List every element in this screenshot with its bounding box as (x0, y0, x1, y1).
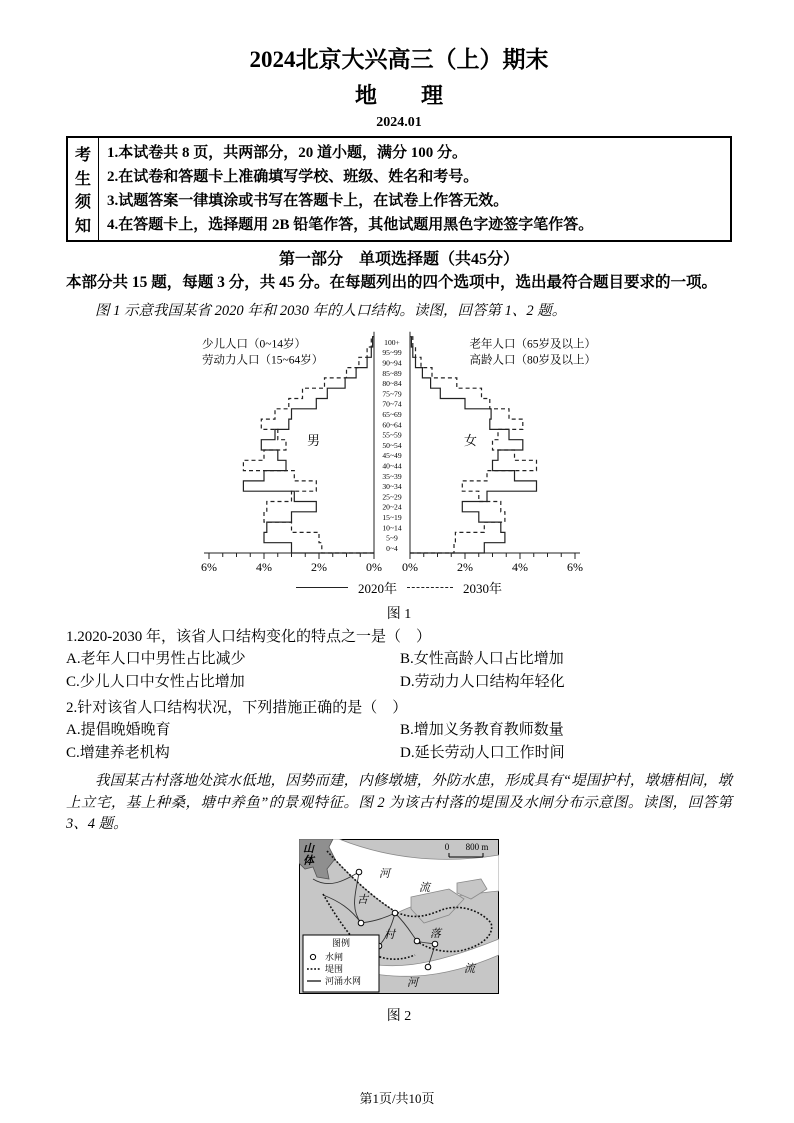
figure2-caption: 图 2 (386, 1009, 412, 1025)
svg-text:35~39: 35~39 (382, 471, 402, 481)
svg-text:0%: 0% (366, 559, 382, 573)
svg-text:10~14: 10~14 (382, 523, 402, 533)
figure1 (184, 327, 614, 623)
notice-side-char: 须 (74, 194, 91, 212)
figure1-legend (184, 578, 614, 597)
svg-text:70~74: 70~74 (382, 399, 402, 409)
svg-text:4%: 4% (256, 559, 272, 573)
map-label-river-bottom-1: 河 (407, 977, 418, 990)
population-pyramid-chart (184, 327, 614, 573)
map-label-river-bottom-2: 流 (464, 963, 475, 976)
question-2-option-a: A.提倡晚婚晚育 (66, 721, 171, 738)
map-label-river-top-2: 流 (419, 882, 430, 895)
village-map (299, 839, 499, 994)
svg-text:100+: 100+ (384, 337, 400, 347)
map-legend-channel: 河涌水网 (325, 976, 362, 987)
svg-text:高龄人口（80岁及以上）: 高龄人口（80岁及以上） (469, 354, 596, 367)
svg-text:40~44: 40~44 (382, 461, 402, 471)
subject-title: 地 理 (354, 82, 443, 108)
svg-text:65~69: 65~69 (382, 409, 402, 419)
svg-text:20~24: 20~24 (382, 502, 402, 512)
svg-text:30~34: 30~34 (382, 481, 402, 491)
passage-ancient-village: 我国某古村落地处滨水低地，因势而建，内修墩塘，外防水患，形成具有“堤围护村，墩塘相间，墩上立宅，基上种桑，塘中养鱼”的景观特征。图 2 为该古村落的堤围及水闸分布示意图。读图，回答第 3、4 题。 (66, 772, 732, 833)
svg-text:15~19: 15~19 (382, 512, 402, 522)
map-label-river-top-1: 河 (379, 868, 390, 881)
notice-items (99, 138, 730, 240)
map-label-village-2: 村 (384, 929, 395, 942)
notice-side-char: 生 (74, 170, 91, 188)
sluice-legend-icon (310, 955, 315, 960)
svg-text:50~54: 50~54 (382, 440, 402, 450)
page-footer: 第1页/共10页 (359, 1091, 435, 1106)
section-heading: 第一部分 单项选择题（共45分） (278, 251, 519, 269)
map-legend (303, 935, 379, 992)
figure1-intro: 图 1 示意我国某省 2020 年和 2030 年的人口结构。读图，回答第 1、2 题。 (95, 303, 567, 320)
question-1-option-c: C.少儿人口中女性占比增加 (66, 673, 245, 690)
svg-text:4%: 4% (512, 559, 528, 573)
legend-2020-label: 2020年 (357, 580, 397, 596)
section-instructions: 本部分共 15 题，每题 3 分，共 45 分。在每题列出的四个选项中，选出最符合题目要求的一项。 (66, 274, 718, 292)
notice-item: 1.本试卷共 8 页，共两部分，20 道小题，满分 100 分。 (107, 145, 468, 162)
svg-text:75~79: 75~79 (382, 389, 402, 399)
svg-text:95~99: 95~99 (382, 348, 402, 358)
question-2-option-d: D.延长劳动人口工作时间 (400, 744, 565, 761)
map-label-village-1: 古 (357, 894, 368, 907)
svg-text:老年人口（65岁及以上）: 老年人口（65岁及以上） (469, 338, 596, 351)
question-1-option-d: D.劳动力人口结构年轻化 (400, 673, 565, 690)
notice-box (66, 136, 732, 242)
svg-text:45~49: 45~49 (382, 451, 402, 461)
svg-text:85~89: 85~89 (382, 368, 402, 378)
notice-side-label (68, 138, 99, 240)
svg-text:80~84: 80~84 (382, 378, 402, 388)
question-2-stem: 2.针对该省人口结构状况，下列措施正确的是（ ） (66, 699, 408, 716)
svg-text:女: 女 (463, 432, 478, 448)
question-1-option-a: A.老年人口中男性占比减少 (66, 650, 246, 667)
map-scale-zero: 0 (444, 842, 450, 853)
svg-text:25~29: 25~29 (382, 492, 402, 502)
map-legend-title: 图例 (331, 938, 351, 949)
notice-item: 2.在试卷和答题卡上准确填写学校、班级、姓名和考号。 (107, 169, 479, 186)
svg-text:5~9: 5~9 (386, 533, 398, 543)
page-title: 2024北京大兴高三（上）期末 (249, 47, 549, 72)
question-1 (66, 626, 732, 694)
legend-dashed-line (407, 587, 453, 588)
svg-text:2%: 2% (311, 559, 327, 573)
svg-text:0~4: 0~4 (386, 543, 398, 553)
notice-item: 4.在答题卡上，选择题用 2B 铅笔作答，其他试题用黑色字迹签字笔作答。 (107, 217, 594, 234)
figure1-caption: 图 1 (386, 606, 412, 622)
question-1-option-b: B.女性高龄人口占比增加 (400, 650, 564, 667)
svg-text:55~59: 55~59 (382, 430, 402, 440)
question-2-option-b: B.增加义务教育教师数量 (400, 721, 564, 738)
legend-solid-line (296, 587, 348, 588)
svg-text:60~64: 60~64 (382, 420, 402, 430)
svg-text:90~94: 90~94 (382, 358, 402, 368)
notice-side-char: 知 (74, 217, 91, 235)
svg-text:2%: 2% (457, 559, 473, 573)
map-scale-dist: 800 m (465, 842, 489, 853)
map-legend-dike: 堤围 (325, 964, 344, 975)
notice-item: 3.试题答案一律填涂或书写在答题卡上，在试卷上作答无效。 (107, 193, 509, 210)
legend-2030-label: 2030年 (463, 580, 503, 596)
svg-text:少儿人口（0~14岁）: 少儿人口（0~14岁） (202, 338, 306, 351)
map-label-mountain-1: 山 (303, 843, 314, 856)
map-label-mountain-2: 体 (303, 855, 314, 868)
svg-text:男: 男 (306, 432, 321, 448)
question-1-stem: 1.2020-2030 年，该省人口结构变化的特点之一是（ ） (66, 628, 431, 645)
svg-text:劳动力人口（15~64岁）: 劳动力人口（15~64岁） (202, 354, 324, 367)
map-label-village-3: 落 (430, 928, 441, 941)
svg-text:6%: 6% (201, 559, 217, 573)
question-2 (66, 697, 732, 765)
question-2-option-c: C.增建养老机构 (66, 744, 170, 761)
svg-text:0%: 0% (402, 559, 418, 573)
map-legend-sluice: 水闸 (325, 952, 344, 963)
notice-side-char: 考 (74, 147, 91, 165)
svg-text:6%: 6% (567, 559, 583, 573)
exam-date: 2024.01 (376, 115, 422, 131)
figure2 (299, 839, 499, 1025)
